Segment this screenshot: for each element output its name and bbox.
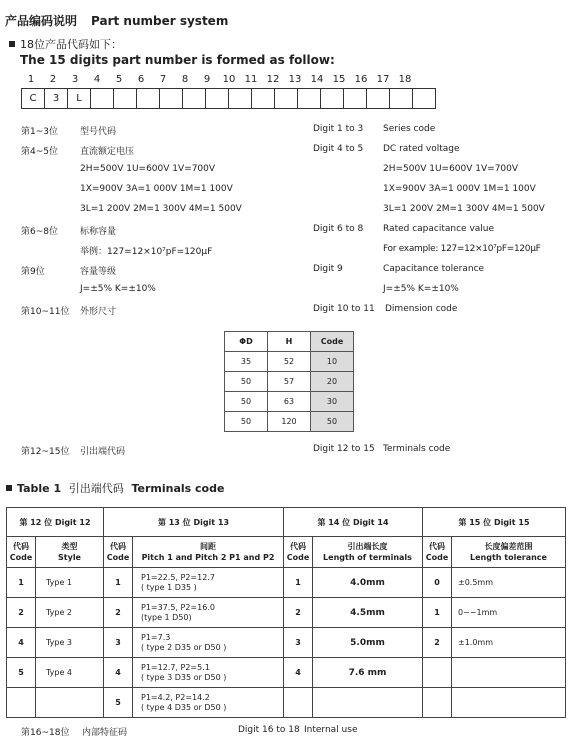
- code-header: 代码 Code: [104, 537, 133, 568]
- digit-box: [343, 88, 367, 109]
- spec-pos-en: Digit 12 to 15: [313, 444, 375, 454]
- digit-box: [389, 88, 413, 109]
- code-header: 代码 Code: [284, 537, 313, 568]
- sub-header-row: [7, 537, 566, 568]
- spec-desc-zh: 型号代码: [80, 127, 117, 137]
- capacitance-example-en: For example: 127=12×10⁷pF=120μF: [383, 244, 541, 254]
- terminals-table: [6, 507, 566, 718]
- voltage-codes-zh: 2H=500V 1U=600V 1V=700V: [80, 164, 216, 174]
- table-row: 4 Type 3 3 P1=7.3 ( type 2 D35 or D50 ) 3 5.0mm 2 ±1.0mm: [7, 628, 566, 658]
- table-row: 35 52 10: [225, 352, 354, 372]
- spec-desc-en: Rated capacitance value: [383, 224, 495, 234]
- digit-box: L: [67, 88, 91, 109]
- tolerance-codes-zh: J=±5% K=±10%: [80, 284, 156, 294]
- digit-box: [159, 88, 183, 109]
- tolerance-header: 长度偏差范围 Length tolerance: [452, 537, 566, 568]
- digit-box: 3: [44, 88, 68, 109]
- voltage-codes-zh: 3L=1 200V 2M=1 300V 4M=1 500V: [80, 204, 242, 214]
- header-diameter: ΦD: [225, 332, 268, 352]
- table-row: 1 Type 1 1 P1=22.5, P2=12.7 ( type 1 D35 ) 1 4.0mm 0 ±0.5mm: [7, 568, 566, 598]
- spec-desc-en: Terminals code: [383, 444, 451, 454]
- code-header: 代码 Code: [7, 537, 36, 568]
- spec-pos-zh: 第9位: [21, 267, 45, 277]
- spec-desc-zh: 引出端代码: [80, 447, 126, 457]
- style-header: 类型 Style: [36, 537, 104, 568]
- page-title-en: Part number system: [91, 14, 229, 28]
- spec-pos-zh: 第12~15位: [21, 447, 70, 457]
- spec-desc-en: Internal use: [304, 725, 358, 735]
- spec-desc-en: Capacitance tolerance: [383, 264, 485, 274]
- digit-box: [228, 88, 252, 109]
- spec-pos-zh: 第6~8位: [21, 227, 58, 237]
- spec-pos-en: Digit 10 to 11: [313, 304, 375, 314]
- spec-pos-en: Digit 16 to 18: [238, 725, 300, 735]
- table-row: 50 57 20: [225, 372, 354, 392]
- length-header: 引出端长度 Length of terminals: [313, 537, 423, 568]
- digit-box: [297, 88, 321, 109]
- group-digit-15: 第 15 位 Digit 15: [423, 508, 566, 537]
- spec-desc-en: Series code: [383, 124, 436, 134]
- digit-box: [205, 88, 229, 109]
- page-title-zh: 产品编码说明: [5, 14, 78, 28]
- pitch-header: 间距 Pitch 1 and Pitch 2 P1 and P2: [133, 537, 284, 568]
- dimension-table: [224, 331, 354, 432]
- spec-pos-en: Digit 4 to 5: [313, 144, 364, 154]
- header-code: Code: [311, 332, 354, 352]
- group-digit-14: 第 14 位 Digit 14: [284, 508, 423, 537]
- table-row: 5 Type 4 4 P1=12.7, P2=5.1 ( type 3 D35 or D50 ) 4 7.6 mm: [7, 658, 566, 688]
- table-row: 50 120 50: [225, 412, 354, 432]
- capacitance-example-zh: 举例：127=12×10⁷pF=120μF: [80, 247, 213, 257]
- voltage-codes-en: 3L=1 200V 2M=1 300V 4M=1 500V: [383, 204, 545, 214]
- spec-desc-en: DC rated voltage: [383, 144, 460, 154]
- table-row: 50 63 30: [225, 392, 354, 412]
- spec-desc-zh: 内部特征码: [82, 728, 128, 738]
- digit-box: [113, 88, 137, 109]
- tolerance-codes-en: J=±5% K=±10%: [383, 284, 459, 294]
- digit-box: [366, 88, 390, 109]
- group-header-row: [7, 508, 566, 537]
- spec-desc-zh: 外形尺寸: [80, 307, 117, 317]
- code-header: 代码 Code: [423, 537, 452, 568]
- digit-box: [320, 88, 344, 109]
- digit-box: C: [21, 88, 45, 109]
- digit-box: [182, 88, 206, 109]
- spec-pos-zh: 第16~18位: [21, 728, 70, 738]
- subheading-zh: 18位产品代码如下：: [9, 36, 122, 52]
- digit-position-numbers: 1 2 3 4 5 6 7 8 9 10 11 12 13 14 15 16 17 18: [27, 74, 412, 85]
- spec-desc-zh: 容量等级: [80, 267, 117, 277]
- spec-desc-zh: 标称容量: [80, 227, 117, 237]
- spec-pos-en: Digit 9: [313, 264, 343, 274]
- digit-box: [136, 88, 160, 109]
- digit-box: [90, 88, 114, 109]
- dimension-table-header: [225, 332, 354, 352]
- group-digit-12: 第 12 位 Digit 12: [7, 508, 104, 537]
- voltage-codes-en: 1X=900V 3A=1 000V 1M=1 100V: [383, 184, 536, 194]
- bullet-icon: [6, 485, 12, 491]
- voltage-codes-en: 2H=500V 1U=600V 1V=700V: [383, 164, 519, 174]
- digit-box: [274, 88, 298, 109]
- spec-pos-en: Digit 6 to 8: [313, 224, 364, 234]
- digit-box: [412, 88, 436, 109]
- voltage-codes-zh: 1X=900V 3A=1 000V 1M=1 100V: [80, 184, 233, 194]
- table1-title: Table 1 引出端代码 Terminals code: [6, 480, 224, 496]
- spec-pos-zh: 第4~5位: [21, 147, 58, 157]
- page-title: [5, 12, 228, 29]
- spec-pos-zh: 第10~11位: [21, 307, 70, 317]
- table-row: 5 P1=4.2, P2=14.2 ( type 4 D35 or D50 ): [7, 688, 566, 718]
- subheading-en: The 15 digits part number is formed as follow:: [20, 53, 335, 67]
- spec-pos-zh: 第1~3位: [21, 127, 58, 137]
- bullet-icon: [9, 41, 15, 47]
- digit-boxes: [22, 88, 436, 109]
- table-row: 2 Type 2 2 P1=37.5, P2=16.0 (type 1 D50) 2 4.5mm 1 0~−1mm: [7, 598, 566, 628]
- spec-desc-zh: 直流额定电压: [80, 147, 135, 157]
- spec-desc-en: Dimension code: [385, 304, 458, 314]
- spec-pos-en: Digit 1 to 3: [313, 124, 364, 134]
- group-digit-13: 第 13 位 Digit 13: [104, 508, 284, 537]
- header-height: H: [268, 332, 311, 352]
- digit-box: [251, 88, 275, 109]
